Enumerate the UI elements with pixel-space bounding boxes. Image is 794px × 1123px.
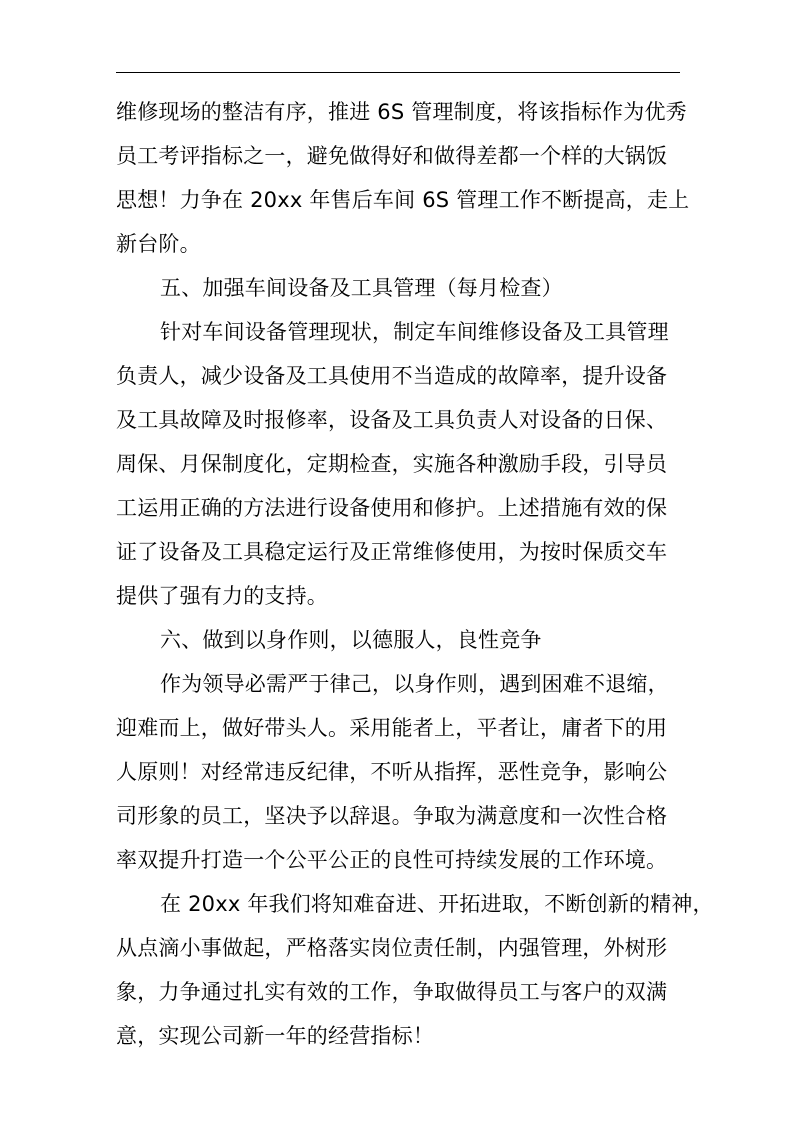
text-line: 工运用正确的方法进行设备使用和修护。上述措施有效的保	[116, 496, 668, 520]
text-line: 员工考评指标之一，避免做得好和做得差都一个样的大锅饭	[116, 144, 668, 168]
text-line: 周保、月保制度化，定期检查，实施各种激励手段，引导员	[116, 452, 668, 476]
text-line: 率双提升打造一个公平公正的良性可持续发展的工作环境。	[116, 848, 668, 872]
text-line: 从点滴小事做起，严格落实岗位责任制，内强管理，外树形	[116, 936, 668, 960]
text-line: 维修现场的整洁有序，推进 6S 管理制度，将该指标作为优秀	[116, 100, 687, 124]
document-body	[116, 90, 714, 1058]
text-line: 思想！力争在 20xx 年售后车间 6S 管理工作不断提高，走上	[116, 188, 690, 212]
text-line: 新台阶。	[116, 232, 201, 256]
text-line: 作为领导必需严于律己，以身作则，遇到困难不退缩，	[160, 672, 669, 696]
header-rule	[116, 72, 680, 73]
text-line: 六、做到以身作则，以德服人，良性竞争	[160, 628, 542, 652]
text-line: 意，实现公司新一年的经营指标！	[116, 1024, 434, 1048]
text-line: 人原则！对经常违反纪律，不听从指挥，恶性竞争，影响公	[116, 760, 668, 784]
text-line: 五、加强车间设备及工具管理（每月检查）	[160, 276, 563, 300]
text-line: 在 20xx 年我们将知难奋进、开拓进取，不断创新的精神，	[160, 892, 714, 916]
text-line: 及工具故障及时报修率，设备及工具负责人对设备的日保、	[116, 408, 668, 432]
text-line: 证了设备及工具稳定运行及正常维修使用，为按时保质交车	[116, 540, 668, 564]
text-line: 迎难而上，做好带头人。采用能者上，平者让，庸者下的用	[116, 716, 668, 740]
text-line: 提供了强有力的支持。	[116, 584, 328, 608]
text-line: 象，力争通过扎实有效的工作，争取做得员工与客户的双满	[116, 980, 668, 1004]
text-line: 负责人，减少设备及工具使用不当造成的故障率，提升设备	[116, 364, 668, 388]
text-line: 针对车间设备管理现状，制定车间维修设备及工具管理	[160, 320, 669, 344]
text-line: 司形象的员工，坚决予以辞退。争取为满意度和一次性合格	[116, 804, 668, 828]
